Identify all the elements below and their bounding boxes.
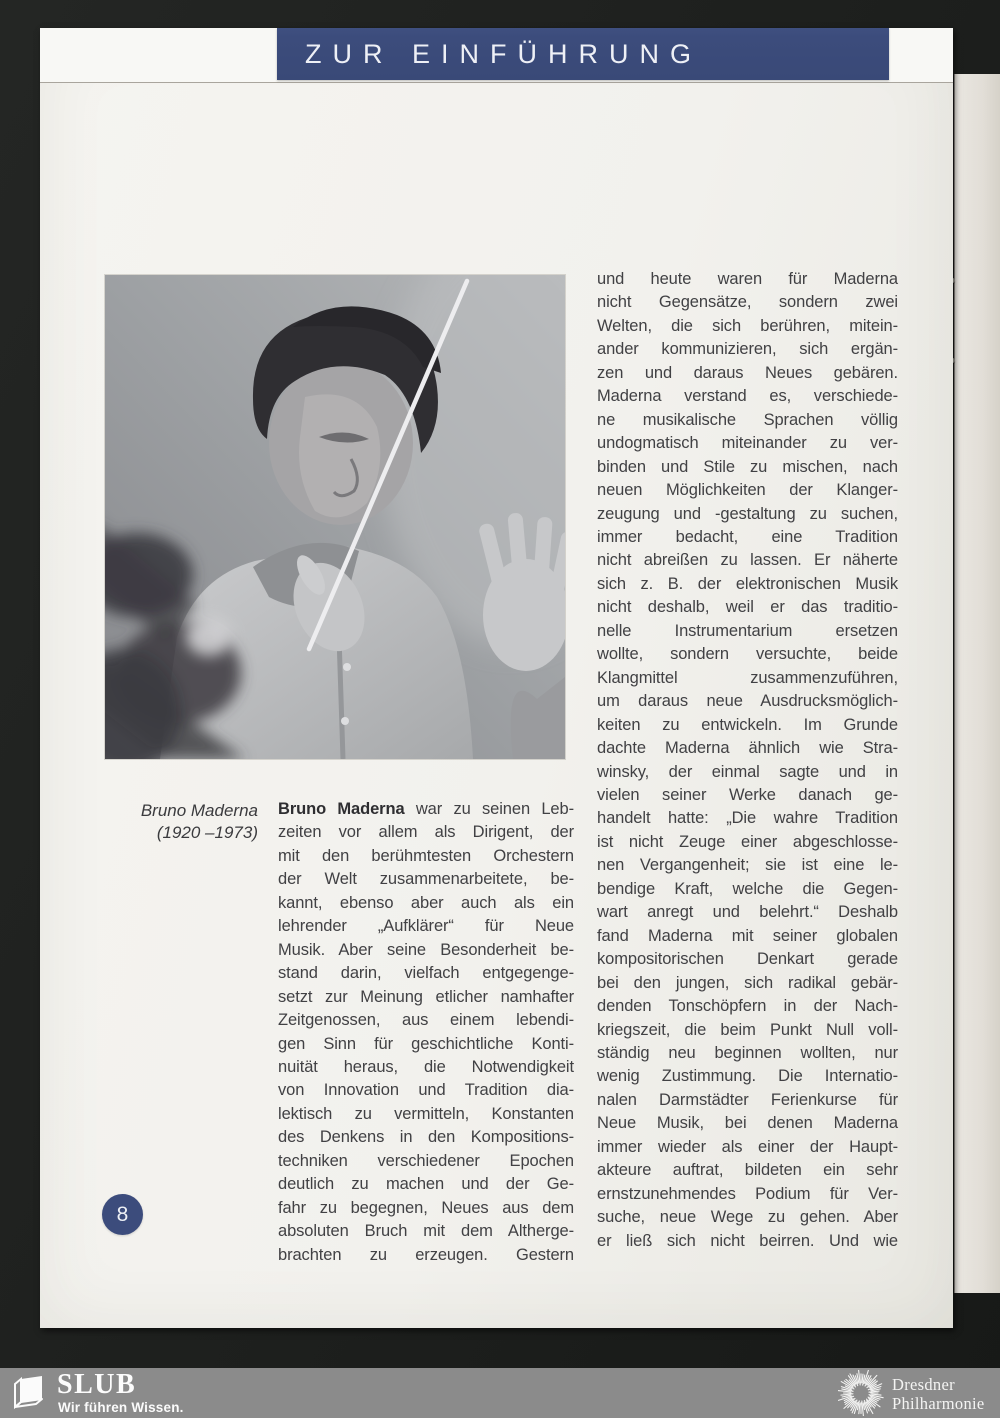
text-line: winsky, der einmal sagte und in — [597, 762, 898, 781]
text-line: ständig neu beginnen wollten, nur — [597, 1043, 898, 1062]
text-line: der Welt zusammenarbeitete, be- — [278, 870, 574, 889]
text-line: akteure auftrat, bildeten ein sehr — [597, 1161, 898, 1180]
text-line: Bruno Maderna war zu seinen Leb- — [278, 800, 574, 818]
text-line: nen Vergangenheit; sie ist eine le- — [597, 856, 898, 875]
text-line: ernstzunehmendes Podium für Ver- — [597, 1184, 898, 1203]
right-text-column — [597, 268, 898, 1253]
text-line: wenig Zustimmung. Die Internatio- — [597, 1067, 898, 1086]
philharmonie-sunburst-icon — [838, 1370, 884, 1418]
text-line: kompositorischen Denkart gerade — [597, 950, 898, 969]
text-line: binden und Stile zu mischen, nach — [597, 457, 898, 476]
text-line: Klangmittel zusammenzuführen, — [597, 668, 898, 687]
text-line: wollte, sondern versuchte, beide — [597, 645, 898, 664]
text-line: Neue Musik, bei denen Maderna — [597, 1114, 898, 1133]
text-line: Musik. Aber seine Besonderheit be- — [278, 940, 574, 959]
text-line: neuen Möglichkeiten der Klanger- — [597, 481, 898, 500]
text-line: von Innovation und Tradition dia- — [278, 1081, 574, 1100]
slub-tagline: Wir führen Wissen. — [58, 1400, 184, 1415]
text-line: sich z. B. der elektronischen Musik — [597, 574, 898, 593]
text-line: und heute waren für Maderna — [597, 270, 898, 288]
philharmonie-wordmark — [892, 1376, 985, 1413]
program-page — [40, 28, 953, 1328]
text-line: ne musikalische Sprachen völlig — [597, 410, 898, 429]
text-line: fand Maderna mit seiner globalen — [597, 926, 898, 945]
text-line: undogmatisch miteinander zu ver- — [597, 434, 898, 453]
slub-wordmark: SLUB — [57, 1369, 137, 1400]
slub-book-icon — [12, 1375, 52, 1417]
text-line: nicht Gegensätze, sondern zwei — [597, 293, 898, 312]
left-text-column — [278, 798, 574, 1267]
text-line: Welten, die sich berühren, mitein- — [597, 316, 898, 335]
philharmonie-line2: Philharmonie — [892, 1393, 985, 1413]
text-line: nicht abreißen zu lassen. Er näherte — [597, 551, 898, 570]
text-line: Zeitgenossen, aus einem lebendi- — [278, 1011, 574, 1030]
text-line: lehrender „Aufklärer“ für Neue — [278, 917, 574, 936]
text-line: nicht deshalb, weil er das traditio- — [597, 598, 898, 617]
text-line: nalen Darmstädter Ferienkurse für — [597, 1090, 898, 1109]
text-line: er ließ sich nicht beirren. Und wie — [597, 1231, 898, 1250]
text-line: wart anregt und belehrt.“ Deshalb — [597, 903, 898, 922]
text-line: fahr zu begegnen, Neues aus dem — [278, 1198, 574, 1217]
library-footer-band — [0, 1368, 1000, 1418]
maderna-photo — [105, 275, 565, 759]
text-line: denden Tonschöpfern in der Nach- — [597, 997, 898, 1016]
text-line: dachte Maderna ähnlich wie Stra- — [597, 739, 898, 758]
text-line: zen und daraus Neues gebären. — [597, 363, 898, 382]
text-line: absoluten Bruch mit dem Altherge- — [278, 1222, 574, 1241]
photo-caption — [98, 800, 258, 844]
text-line: mit den berühmtesten Orchestern — [278, 846, 574, 865]
text-line: nelle Instrumentarium ersetzen — [597, 621, 898, 640]
text-line: ander kommunizieren, sich ergän- — [597, 340, 898, 359]
adjacent-page-edge — [954, 74, 1000, 1293]
text-line: bendige Kraft, welche die Gegen- — [597, 879, 898, 898]
text-line: handelt hatte: „Die wahre Tradition — [597, 809, 898, 828]
text-line: stand darin, vielfach entgegenge- — [278, 964, 574, 983]
text-line: vielen seiner Werke danach ge- — [597, 785, 898, 804]
text-line: brachten zu erzeugen. Gestern — [278, 1245, 574, 1264]
text-line: zeiten vor allem als Dirigent, der — [278, 823, 574, 842]
section-header-bar — [277, 28, 889, 80]
text-line: zeugung und -gestaltung zu suchen, — [597, 504, 898, 523]
text-line: kannt, ebenso aber auch als ein — [278, 893, 574, 912]
text-line: immer wieder als einer der Haupt- — [597, 1137, 898, 1156]
text-line: keiten zu entwickeln. Im Grunde — [597, 715, 898, 734]
page-number-badge — [102, 1194, 143, 1235]
text-line: lektisch zu vermitteln, Konstanten — [278, 1104, 574, 1123]
text-line: nuität heraus, die Notwendigkeit — [278, 1057, 574, 1076]
text-line: setzt zur Meinung etlicher namhafter — [278, 987, 574, 1006]
page-number: 8 — [116, 1202, 129, 1226]
text-line: bei den jungen, sich radikal gebär- — [597, 973, 898, 992]
text-line: immer bedacht, eine Tradition — [597, 527, 898, 546]
text-line: gen Sinn für geschichtliche Konti- — [278, 1034, 574, 1053]
caption-dates: (1920 –1973) — [156, 823, 258, 842]
page-title: ZUR EINFÜHRUNG — [305, 38, 702, 69]
text-line: suche, neue Wege zu gehen. Aber — [597, 1208, 898, 1227]
text-line: techniken verschiedener Epochen — [278, 1151, 574, 1170]
text-line: um daraus neue Ausdrucksmöglich- — [597, 692, 898, 711]
text-line: ist nicht Zeuge einer abgeschlosse- — [597, 832, 898, 851]
text-line: deutlich zu machen und der Ge- — [278, 1175, 574, 1194]
text-line: Maderna verstand es, verschiede- — [597, 387, 898, 406]
philharmonie-line1: Dresdner — [892, 1375, 955, 1394]
text-line: des Denkens in den Kompositions- — [278, 1128, 574, 1147]
caption-name: Bruno Maderna — [140, 801, 258, 820]
text-line: kriegszeit, die beim Punkt Null voll- — [597, 1020, 898, 1039]
